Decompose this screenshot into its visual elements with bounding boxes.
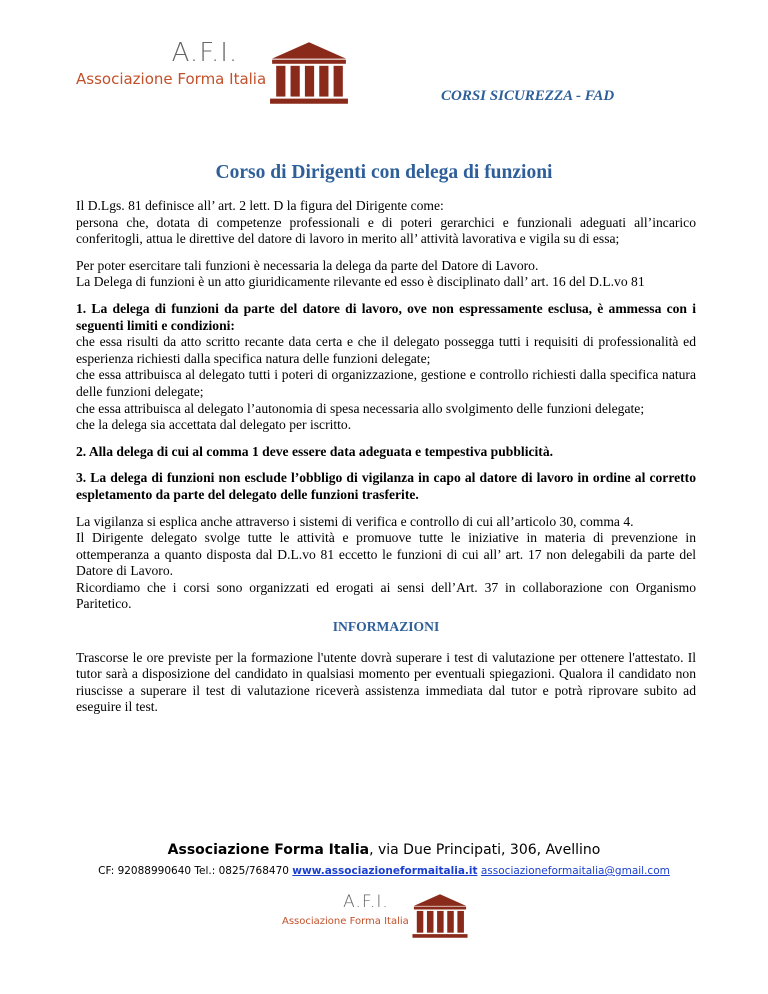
course-category: CORSI SICUREZZA - FAD [441, 88, 615, 104]
delega-line: Per poter esercitare tali funzioni è necessaria la delega da parte del Datore di Lavoro. [76, 257, 539, 273]
footer-address [0, 842, 768, 858]
footer-cf-tel: CF: 92088990640 Tel.: 0825/768470 [98, 865, 293, 877]
comma1-item: che essa attribuisca al delegato tutti i poteri di organizzazione, gestione e controllo richiesti dalla specifica natura delle funzioni delegate; [76, 367, 696, 399]
vigilanza-paragraph [76, 514, 696, 614]
website-link[interactable]: www.associazioneformaitalia.it [292, 865, 478, 877]
intro-definition: persona che, dotata di competenze professionali e di poteri gerarchici e funzionali adeguati all’incarico conferitogli, attua le direttive del datore di lavoro in merito all’ attività lavorativa e vigila su di essa; [76, 214, 696, 247]
temple-icon [411, 892, 469, 940]
footer-address-text: , via Due Principati, 306, Avellino [369, 842, 601, 858]
intro-line: Il D.Lgs. 81 definisce all’ art. 2 lett. D la figura del Dirigente come: [76, 198, 444, 213]
comma1-item: che essa risulti da atto scritto recante data certa e che il delegato possegga tutti i requisiti di professionalità ed esperienza richiesti dalla specifica natura delle funzioni delegate; [76, 334, 696, 366]
email-link[interactable]: associazioneformaitalia@gmail.com [480, 865, 670, 877]
vigilanza-line: La vigilanza si esplica anche attraverso i sistemi di verifica e controllo di cui all’articolo 30, comma 4. [76, 513, 634, 529]
comma1-paragraph [76, 301, 696, 434]
footer-org-name: Associazione Forma Italia [167, 842, 370, 858]
intro-paragraph [76, 198, 696, 248]
comma1-heading: 1. La delega di funzioni da parte del datore di lavoro, ove non espressamente esclusa, è ammessa con i seguenti limiti e condizioni: [76, 300, 696, 333]
logo-name: Associazione Forma Italia [76, 70, 267, 88]
temple-icon [268, 40, 350, 106]
page-title: Corso di Dirigenti con delega di funzioni [215, 162, 553, 183]
logo-abbreviation: A.F.I. [171, 38, 239, 68]
logo-abbreviation: A.F.I. [343, 892, 389, 912]
document-body [76, 198, 696, 726]
logo-name: Associazione Forma Italia [282, 916, 409, 927]
footer-logo [282, 892, 469, 940]
delega-definition: La Delega di funzioni è un atto giuridicamente rilevante ed esso è disciplinato dall’ art. 16 del D.L.vo 81 [76, 274, 645, 290]
delega-paragraph [76, 258, 696, 291]
header-logo [76, 38, 350, 106]
comma2-paragraph: 2. Alla delega di cui al comma 1 deve essere data adeguata e tempestiva pubblicità. [76, 443, 554, 459]
vigilanza-line: Il Dirigente delegato svolge tutte le attività e promuove tutte le iniziative in materia di prevenzione in ottemperanza a quanto disposta dal D.L.vo 81 eccetto le funzioni di cui all’ art. 17 non delegabili da parte del Datore di Lavoro. [76, 530, 696, 579]
comma1-item: che la delega sia accettata dal delegato per iscritto. [76, 417, 352, 433]
footer-contacts [0, 865, 768, 877]
vigilanza-line: Ricordiamo che i corsi sono organizzati ed erogati ai sensi dell’Art. 37 in collaborazione con Organismo Paritetico. [76, 579, 696, 612]
comma1-item: che essa attribuisca al delegato l’autonomia di spesa necessaria allo svolgimento delle funzioni delegate; [76, 400, 645, 416]
info-paragraph: Trascorse le ore previste per la formazione l'utente dovrà superare i test di valutazione per ottenere l'attestato. Il tutor sarà a disposizione del candidato in qualsiasi momento per eventuali spiegazioni. Qualora il candidato non riuscisse a superare il test di valutazione riceverà assistenza immediata dal tutor e potrà riprovare subito ad eseguire il test. [76, 649, 696, 715]
comma3-paragraph: 3. La delega di funzioni non esclude l’obbligo di vigilanza in capo al datore di lavoro in ordine al corretto espletamento da parte del delegato delle funzioni trasferite. [76, 470, 696, 502]
info-heading: INFORMAZIONI [332, 619, 440, 635]
